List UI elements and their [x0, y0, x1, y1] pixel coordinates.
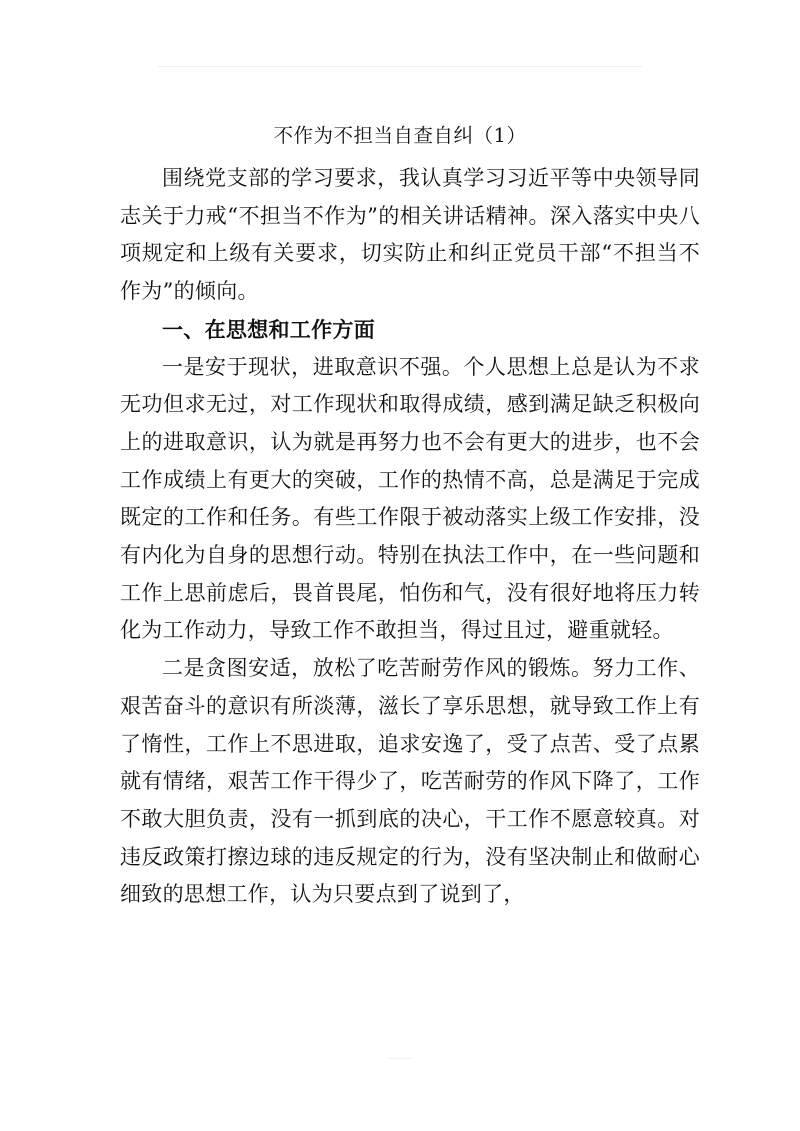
paragraph-point-two: 二是贪图安适，放松了吃苦耐劳作风的锻炼。努力工作、艰苦奋斗的意识有所淡薄，滋长了享乐思想，就导致工作上有了惰性，工作上不思进取，追求安逸了，受了点苦、受了点累就有情绪，艰苦工作干得少了，吃苦耐劳的作风下降了，工作不敢大胆负责，没有一抓到底的决心，干工作不愿意较真。对违反政策打擦边球的违反规定的行为，没有坚决制止和做耐心细致的思想工作，认为只要点到了说到了， [120, 656, 700, 907]
header-rule [158, 66, 642, 67]
section-heading: 一、在思想和工作方面 [162, 316, 375, 342]
document-title: 不作为不担当自查自纠（1） [273, 124, 527, 147]
paragraph-intro: 围绕党支部的学习要求，我认真学习习近平等中央领导同志关于力戒“不担当不作为”的相关讲话精神。深入落实中央八项规定和上级有关要求，切实防止和纠正党员干部“不担当不作为”的倾向。 [120, 166, 700, 304]
paragraph-point-one: 一是安于现状，进取意识不强。个人思想上总是认为不求无功但求无过，对工作现状和取得成绩，感到满足缺乏积极向上的进取意识，认为就是再努力也不会有更大的进步，也不会工作成绩上有更大的突破，工作的热情不高，总是满足于完成既定的工作和任务。有些工作限于被动落实上级工作安排，没有内化为自身的思想行动。特别在执法工作中，在一些问题和工作上思前虑后，畏首畏尾，怕伤和气，没有很好地将压力转化为工作动力，导致工作不敢担当，得过且过，避重就轻。 [120, 354, 700, 643]
document-body [120, 160, 700, 914]
footer-mark [388, 1058, 412, 1059]
